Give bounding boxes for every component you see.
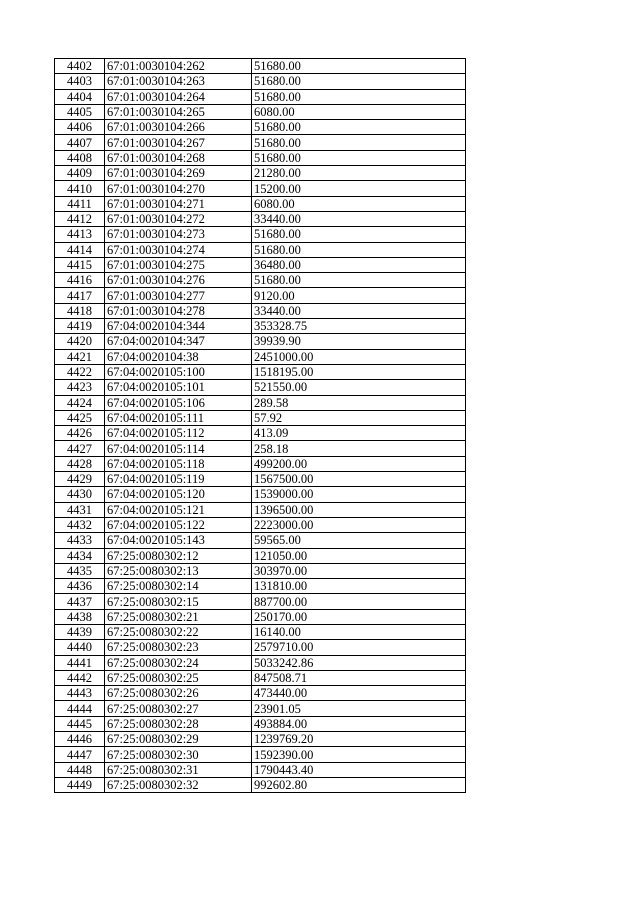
row-number-cell: 4426 <box>55 426 105 441</box>
cadastral-value-cell: 258.18 <box>252 441 466 456</box>
row-number-cell: 4418 <box>55 303 105 318</box>
cadastral-number-cell: 67:25:0080302:25 <box>105 670 252 685</box>
table-row <box>55 303 466 318</box>
table-row <box>55 579 466 594</box>
cadastral-value-cell: 16140.00 <box>252 624 466 639</box>
cadastral-number-cell: 67:01:0030104:272 <box>105 211 252 226</box>
table-row <box>55 548 466 563</box>
table-row <box>55 196 466 211</box>
row-number-cell: 4449 <box>55 777 105 792</box>
table-row <box>55 74 466 89</box>
cadastral-value-cell: 21280.00 <box>252 166 466 181</box>
cadastral-number-cell: 67:01:0030104:278 <box>105 303 252 318</box>
cadastral-value-cell: 2223000.00 <box>252 517 466 532</box>
cadastral-value-cell: 2451000.00 <box>252 349 466 364</box>
cadastral-value-cell: 6080.00 <box>252 104 466 119</box>
cadastral-value-cell: 51680.00 <box>252 273 466 288</box>
row-number-cell: 4425 <box>55 410 105 425</box>
cadastral-number-cell: 67:04:0020105:143 <box>105 533 252 548</box>
cadastral-number-cell: 67:25:0080302:27 <box>105 701 252 716</box>
cadastral-number-cell: 67:04:0020104:347 <box>105 334 252 349</box>
cadastral-number-cell: 67:04:0020105:121 <box>105 502 252 517</box>
cadastral-value-cell: 33440.00 <box>252 211 466 226</box>
cadastral-number-cell: 67:01:0030104:277 <box>105 288 252 303</box>
row-number-cell: 4405 <box>55 104 105 119</box>
row-number-cell: 4409 <box>55 166 105 181</box>
cadastral-value-cell: 39939.90 <box>252 334 466 349</box>
cadastral-value-cell: 51680.00 <box>252 135 466 150</box>
row-number-cell: 4407 <box>55 135 105 150</box>
cadastral-value-cell: 1518195.00 <box>252 364 466 379</box>
row-number-cell: 4445 <box>55 716 105 731</box>
cadastral-number-cell: 67:01:0030104:266 <box>105 120 252 135</box>
cadastral-value-cell: 1567500.00 <box>252 472 466 487</box>
cadastral-value-cell: 51680.00 <box>252 242 466 257</box>
table-row <box>55 104 466 119</box>
row-number-cell: 4403 <box>55 74 105 89</box>
row-number-cell: 4437 <box>55 594 105 609</box>
row-number-cell: 4436 <box>55 579 105 594</box>
cadastral-value-cell: 1539000.00 <box>252 487 466 502</box>
cadastral-value-cell: 493884.00 <box>252 716 466 731</box>
row-number-cell: 4441 <box>55 655 105 670</box>
table-row <box>55 441 466 456</box>
table-row <box>55 502 466 517</box>
row-number-cell: 4402 <box>55 59 105 74</box>
cadastral-value-cell: 289.58 <box>252 395 466 410</box>
row-number-cell: 4427 <box>55 441 105 456</box>
table-row <box>55 364 466 379</box>
row-number-cell: 4435 <box>55 563 105 578</box>
cadastral-value-cell: 15200.00 <box>252 181 466 196</box>
cadastral-value-cell: 1396500.00 <box>252 502 466 517</box>
table-row <box>55 273 466 288</box>
table-row <box>55 762 466 777</box>
cadastral-value-cell: 121050.00 <box>252 548 466 563</box>
cadastral-number-cell: 67:01:0030104:275 <box>105 257 252 272</box>
cadastral-number-cell: 67:01:0030104:265 <box>105 104 252 119</box>
table-row <box>55 670 466 685</box>
cadastral-value-cell: 250170.00 <box>252 609 466 624</box>
table-row <box>55 319 466 334</box>
row-number-cell: 4432 <box>55 517 105 532</box>
table-row <box>55 747 466 762</box>
cadastral-value-table <box>54 58 466 793</box>
cadastral-number-cell: 67:04:0020105:106 <box>105 395 252 410</box>
table-row <box>55 380 466 395</box>
cadastral-number-cell: 67:25:0080302:12 <box>105 548 252 563</box>
cadastral-number-cell: 67:04:0020104:38 <box>105 349 252 364</box>
cadastral-number-cell: 67:25:0080302:30 <box>105 747 252 762</box>
cadastral-number-cell: 67:04:0020105:114 <box>105 441 252 456</box>
table-row <box>55 334 466 349</box>
row-number-cell: 4439 <box>55 624 105 639</box>
row-number-cell: 4444 <box>55 701 105 716</box>
cadastral-number-cell: 67:04:0020105:111 <box>105 410 252 425</box>
table-body <box>55 59 466 793</box>
row-number-cell: 4414 <box>55 242 105 257</box>
cadastral-number-cell: 67:25:0080302:24 <box>105 655 252 670</box>
table-row <box>55 732 466 747</box>
table-row <box>55 288 466 303</box>
row-number-cell: 4430 <box>55 487 105 502</box>
table-row <box>55 349 466 364</box>
cadastral-value-cell: 1592390.00 <box>252 747 466 762</box>
row-number-cell: 4440 <box>55 640 105 655</box>
cadastral-number-cell: 67:01:0030104:273 <box>105 227 252 242</box>
table-row <box>55 472 466 487</box>
cadastral-number-cell: 67:04:0020105:122 <box>105 517 252 532</box>
cadastral-number-cell: 67:25:0080302:28 <box>105 716 252 731</box>
table-row <box>55 716 466 731</box>
row-number-cell: 4419 <box>55 319 105 334</box>
cadastral-number-cell: 67:04:0020104:344 <box>105 319 252 334</box>
cadastral-value-cell: 59565.00 <box>252 533 466 548</box>
row-number-cell: 4443 <box>55 686 105 701</box>
cadastral-value-cell: 51680.00 <box>252 227 466 242</box>
cadastral-value-cell: 413.09 <box>252 426 466 441</box>
cadastral-value-cell: 33440.00 <box>252 303 466 318</box>
cadastral-value-cell: 353328.75 <box>252 319 466 334</box>
row-number-cell: 4431 <box>55 502 105 517</box>
cadastral-value-cell: 57.92 <box>252 410 466 425</box>
table-row <box>55 211 466 226</box>
cadastral-value-cell: 5033242.86 <box>252 655 466 670</box>
cadastral-value-cell: 36480.00 <box>252 257 466 272</box>
table-row <box>55 426 466 441</box>
table-row <box>55 59 466 74</box>
row-number-cell: 4428 <box>55 456 105 471</box>
cadastral-number-cell: 67:04:0020105:120 <box>105 487 252 502</box>
table-row <box>55 166 466 181</box>
table-row <box>55 517 466 532</box>
cadastral-number-cell: 67:04:0020105:112 <box>105 426 252 441</box>
table-row <box>55 594 466 609</box>
table-row <box>55 120 466 135</box>
cadastral-number-cell: 67:25:0080302:32 <box>105 777 252 792</box>
cadastral-number-cell: 67:01:0030104:263 <box>105 74 252 89</box>
table-row <box>55 395 466 410</box>
cadastral-number-cell: 67:01:0030104:276 <box>105 273 252 288</box>
cadastral-number-cell: 67:01:0030104:271 <box>105 196 252 211</box>
cadastral-number-cell: 67:04:0020105:119 <box>105 472 252 487</box>
row-number-cell: 4404 <box>55 89 105 104</box>
cadastral-value-cell: 51680.00 <box>252 74 466 89</box>
table-row <box>55 624 466 639</box>
table-row <box>55 181 466 196</box>
row-number-cell: 4433 <box>55 533 105 548</box>
row-number-cell: 4410 <box>55 181 105 196</box>
table-row <box>55 410 466 425</box>
cadastral-value-cell: 499200.00 <box>252 456 466 471</box>
table-row <box>55 150 466 165</box>
cadastral-number-cell: 67:01:0030104:264 <box>105 89 252 104</box>
table-row <box>55 655 466 670</box>
cadastral-number-cell: 67:25:0080302:14 <box>105 579 252 594</box>
cadastral-number-cell: 67:25:0080302:29 <box>105 732 252 747</box>
row-number-cell: 4442 <box>55 670 105 685</box>
table-row <box>55 533 466 548</box>
cadastral-number-cell: 67:01:0030104:274 <box>105 242 252 257</box>
cadastral-number-cell: 67:01:0030104:270 <box>105 181 252 196</box>
row-number-cell: 4421 <box>55 349 105 364</box>
row-number-cell: 4446 <box>55 732 105 747</box>
cadastral-value-cell: 992602.80 <box>252 777 466 792</box>
table-row <box>55 135 466 150</box>
cadastral-value-cell: 2579710.00 <box>252 640 466 655</box>
cadastral-number-cell: 67:25:0080302:21 <box>105 609 252 624</box>
cadastral-value-cell: 6080.00 <box>252 196 466 211</box>
cadastral-value-cell: 473440.00 <box>252 686 466 701</box>
table-row <box>55 686 466 701</box>
cadastral-value-cell: 51680.00 <box>252 150 466 165</box>
cadastral-value-cell: 887700.00 <box>252 594 466 609</box>
row-number-cell: 4438 <box>55 609 105 624</box>
cadastral-value-cell: 1239769.20 <box>252 732 466 747</box>
cadastral-number-cell: 67:25:0080302:26 <box>105 686 252 701</box>
row-number-cell: 4412 <box>55 211 105 226</box>
row-number-cell: 4422 <box>55 364 105 379</box>
cadastral-number-cell: 67:01:0030104:262 <box>105 59 252 74</box>
table-row <box>55 777 466 792</box>
cadastral-number-cell: 67:04:0020105:101 <box>105 380 252 395</box>
table-row <box>55 257 466 272</box>
row-number-cell: 4423 <box>55 380 105 395</box>
table-row <box>55 456 466 471</box>
row-number-cell: 4406 <box>55 120 105 135</box>
row-number-cell: 4420 <box>55 334 105 349</box>
cadastral-number-cell: 67:25:0080302:22 <box>105 624 252 639</box>
row-number-cell: 4429 <box>55 472 105 487</box>
row-number-cell: 4415 <box>55 257 105 272</box>
cadastral-value-cell: 521550.00 <box>252 380 466 395</box>
cadastral-number-cell: 67:25:0080302:15 <box>105 594 252 609</box>
cadastral-number-cell: 67:25:0080302:23 <box>105 640 252 655</box>
cadastral-value-cell: 847508.71 <box>252 670 466 685</box>
table-row <box>55 242 466 257</box>
cadastral-number-cell: 67:01:0030104:267 <box>105 135 252 150</box>
cadastral-value-cell: 51680.00 <box>252 59 466 74</box>
row-number-cell: 4411 <box>55 196 105 211</box>
cadastral-number-cell: 67:01:0030104:268 <box>105 150 252 165</box>
cadastral-value-cell: 23901.05 <box>252 701 466 716</box>
cadastral-value-cell: 9120.00 <box>252 288 466 303</box>
table-row <box>55 701 466 716</box>
cadastral-number-cell: 67:01:0030104:269 <box>105 166 252 181</box>
table-row <box>55 563 466 578</box>
table-row <box>55 227 466 242</box>
table-row <box>55 640 466 655</box>
cadastral-value-cell: 303970.00 <box>252 563 466 578</box>
table-row <box>55 609 466 624</box>
cadastral-number-cell: 67:04:0020105:118 <box>105 456 252 471</box>
row-number-cell: 4413 <box>55 227 105 242</box>
row-number-cell: 4448 <box>55 762 105 777</box>
cadastral-value-cell: 1790443.40 <box>252 762 466 777</box>
cadastral-number-cell: 67:04:0020105:100 <box>105 364 252 379</box>
cadastral-value-cell: 51680.00 <box>252 89 466 104</box>
cadastral-value-cell: 131810.00 <box>252 579 466 594</box>
row-number-cell: 4417 <box>55 288 105 303</box>
row-number-cell: 4434 <box>55 548 105 563</box>
cadastral-number-cell: 67:25:0080302:31 <box>105 762 252 777</box>
row-number-cell: 4447 <box>55 747 105 762</box>
cadastral-number-cell: 67:25:0080302:13 <box>105 563 252 578</box>
table-row <box>55 89 466 104</box>
row-number-cell: 4416 <box>55 273 105 288</box>
cadastral-value-cell: 51680.00 <box>252 120 466 135</box>
row-number-cell: 4408 <box>55 150 105 165</box>
table-row <box>55 487 466 502</box>
row-number-cell: 4424 <box>55 395 105 410</box>
